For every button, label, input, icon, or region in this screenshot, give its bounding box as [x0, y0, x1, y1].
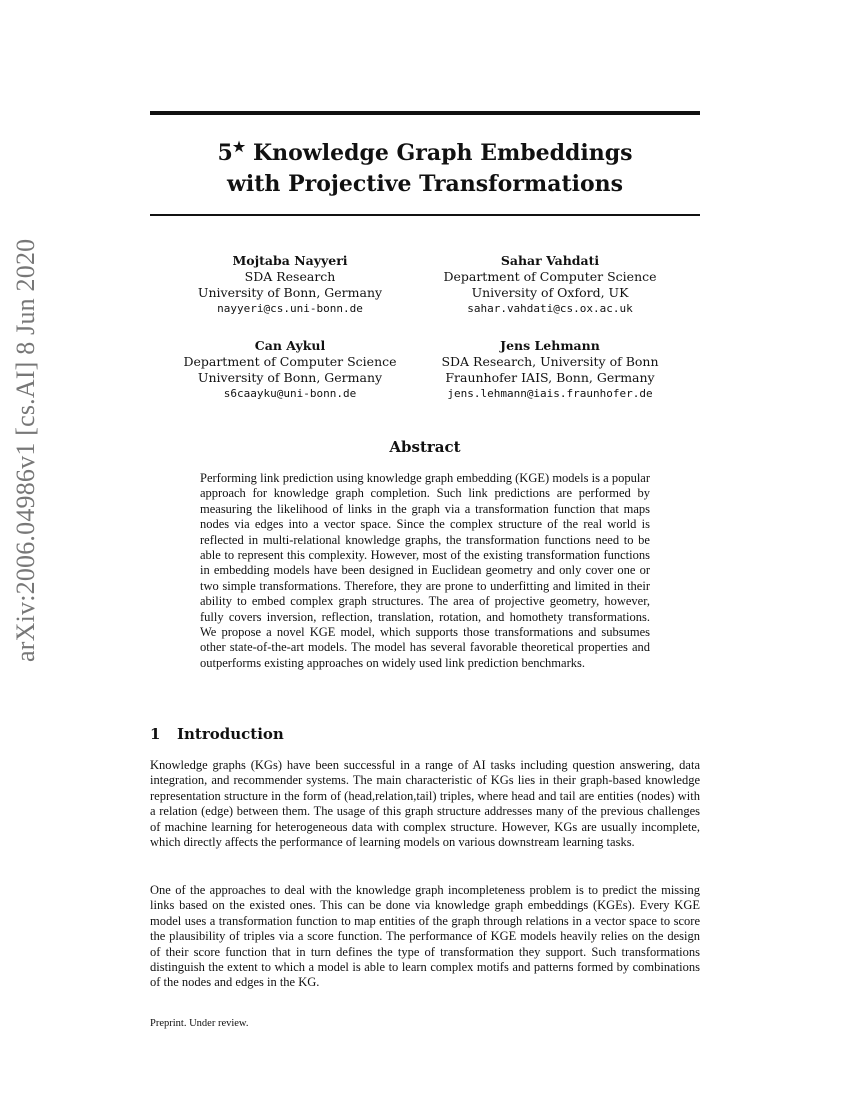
author-name: Can Aykul: [254, 338, 326, 353]
author-block: [170, 253, 410, 317]
author-block: [420, 253, 680, 317]
section-number: 1: [150, 725, 161, 743]
author-name: Mojtaba Nayyeri: [232, 253, 348, 268]
author-affiliation: Fraunhofer IAIS, Bonn, Germany: [445, 370, 655, 385]
arxiv-stamp: arXiv:2006.04986v1 [cs.AI] 8 Jun 2020: [11, 238, 40, 662]
author-affiliation: University of Oxford, UK: [471, 285, 629, 300]
abstract-text: Performing link prediction using knowledge graph embedding (KGE) models is a popular approach for knowledge graph completion. Such link predictions are performed by measuring the likelihood of links in the graph via a transformation function that maps nodes via edges into a vector space. Since the complex structure of the real world is reflected in multi-relational knowledge graphs, the transformation functions need to be able to represent this complexity. However, most of the existing transformation functions in embedding models have been designed in Euclidean geometry and only cover one or two simple transformations. Therefore, they are prone to underfitting and limited in their ability to embed complex graph structures. The area of projective geometry, however, fully covers inversion, reflection, translation, rotation, and homothety transformations. We propose a novel KGE model, which supports those transformations and subsumes other state-of-the-art models. The model has several favorable theoretical properties and outperforms existing approaches on widely used link prediction benchmarks.: [200, 471, 650, 670]
author-email[interactable]: jens.lehmann@iais.fraunhofer.de: [447, 387, 653, 400]
star-icon: ★: [232, 139, 246, 156]
author-email[interactable]: s6caayku@uni-bonn.de: [223, 387, 357, 400]
section-heading: [150, 725, 700, 743]
intro-paragraph: Knowledge graphs (KGs) have been successful in a range of AI tasks including question answering, data integration, and recommender systems. The main characteristic of KGs lies in their graph-based knowledge representation structure in the form of (head,relation,tail) triples, where head and tail are entities (nodes) with a relation (edge) between them. The usage of this graph structure addresses many of the previous challenges of machine learning for heterogeneous data with complex structure. However, KGs are usually incomplete, which directly affects the performance of learning models on various downstream learning tasks.: [150, 758, 700, 850]
paper-title: [150, 138, 700, 200]
intro-paragraph: One of the approaches to deal with the knowledge graph incompleteness problem is to predict the missing links based on the existed ones. This can be done via knowledge graph embeddings (KGEs). Every KGE model uses a transformation function to map entities of the graph through relations in a vector space to score the plausibility of triples via a score function. The performance of KGE models heavily relies on the design of their score function that in turn defines the type of transformation they support. Such transformations distinguish the extent to which a model is able to learn complex motifs and patterns formed by combinations of the nodes and edges in the KG.: [150, 883, 700, 990]
author-email[interactable]: sahar.vahdati@cs.ox.ac.uk: [467, 302, 633, 315]
author-affiliation: Department of Computer Science: [183, 354, 397, 369]
author-block: [420, 338, 680, 402]
title-rule-top: [150, 111, 700, 115]
author-affiliation: University of Bonn, Germany: [197, 370, 383, 385]
author-affiliation: Department of Computer Science: [443, 269, 657, 284]
section-title: Introduction: [177, 725, 284, 743]
title-number: 5: [217, 140, 233, 166]
title-line-2: with Projective Transformations: [226, 171, 624, 197]
footer-note: Preprint. Under review.: [150, 1018, 249, 1029]
author-email[interactable]: nayyeri@cs.uni-bonn.de: [217, 302, 363, 315]
title-rule-bottom: [150, 214, 700, 216]
abstract-heading: Abstract: [389, 438, 461, 456]
title-line-1: Knowledge Graph Embeddings: [245, 140, 633, 166]
author-affiliation: University of Bonn, Germany: [197, 285, 383, 300]
author-block: [170, 338, 410, 402]
author-name: Jens Lehmann: [500, 338, 600, 353]
author-affiliation: SDA Research: [244, 269, 336, 284]
author-affiliation: SDA Research, University of Bonn: [441, 354, 659, 369]
author-name: Sahar Vahdati: [500, 253, 600, 268]
